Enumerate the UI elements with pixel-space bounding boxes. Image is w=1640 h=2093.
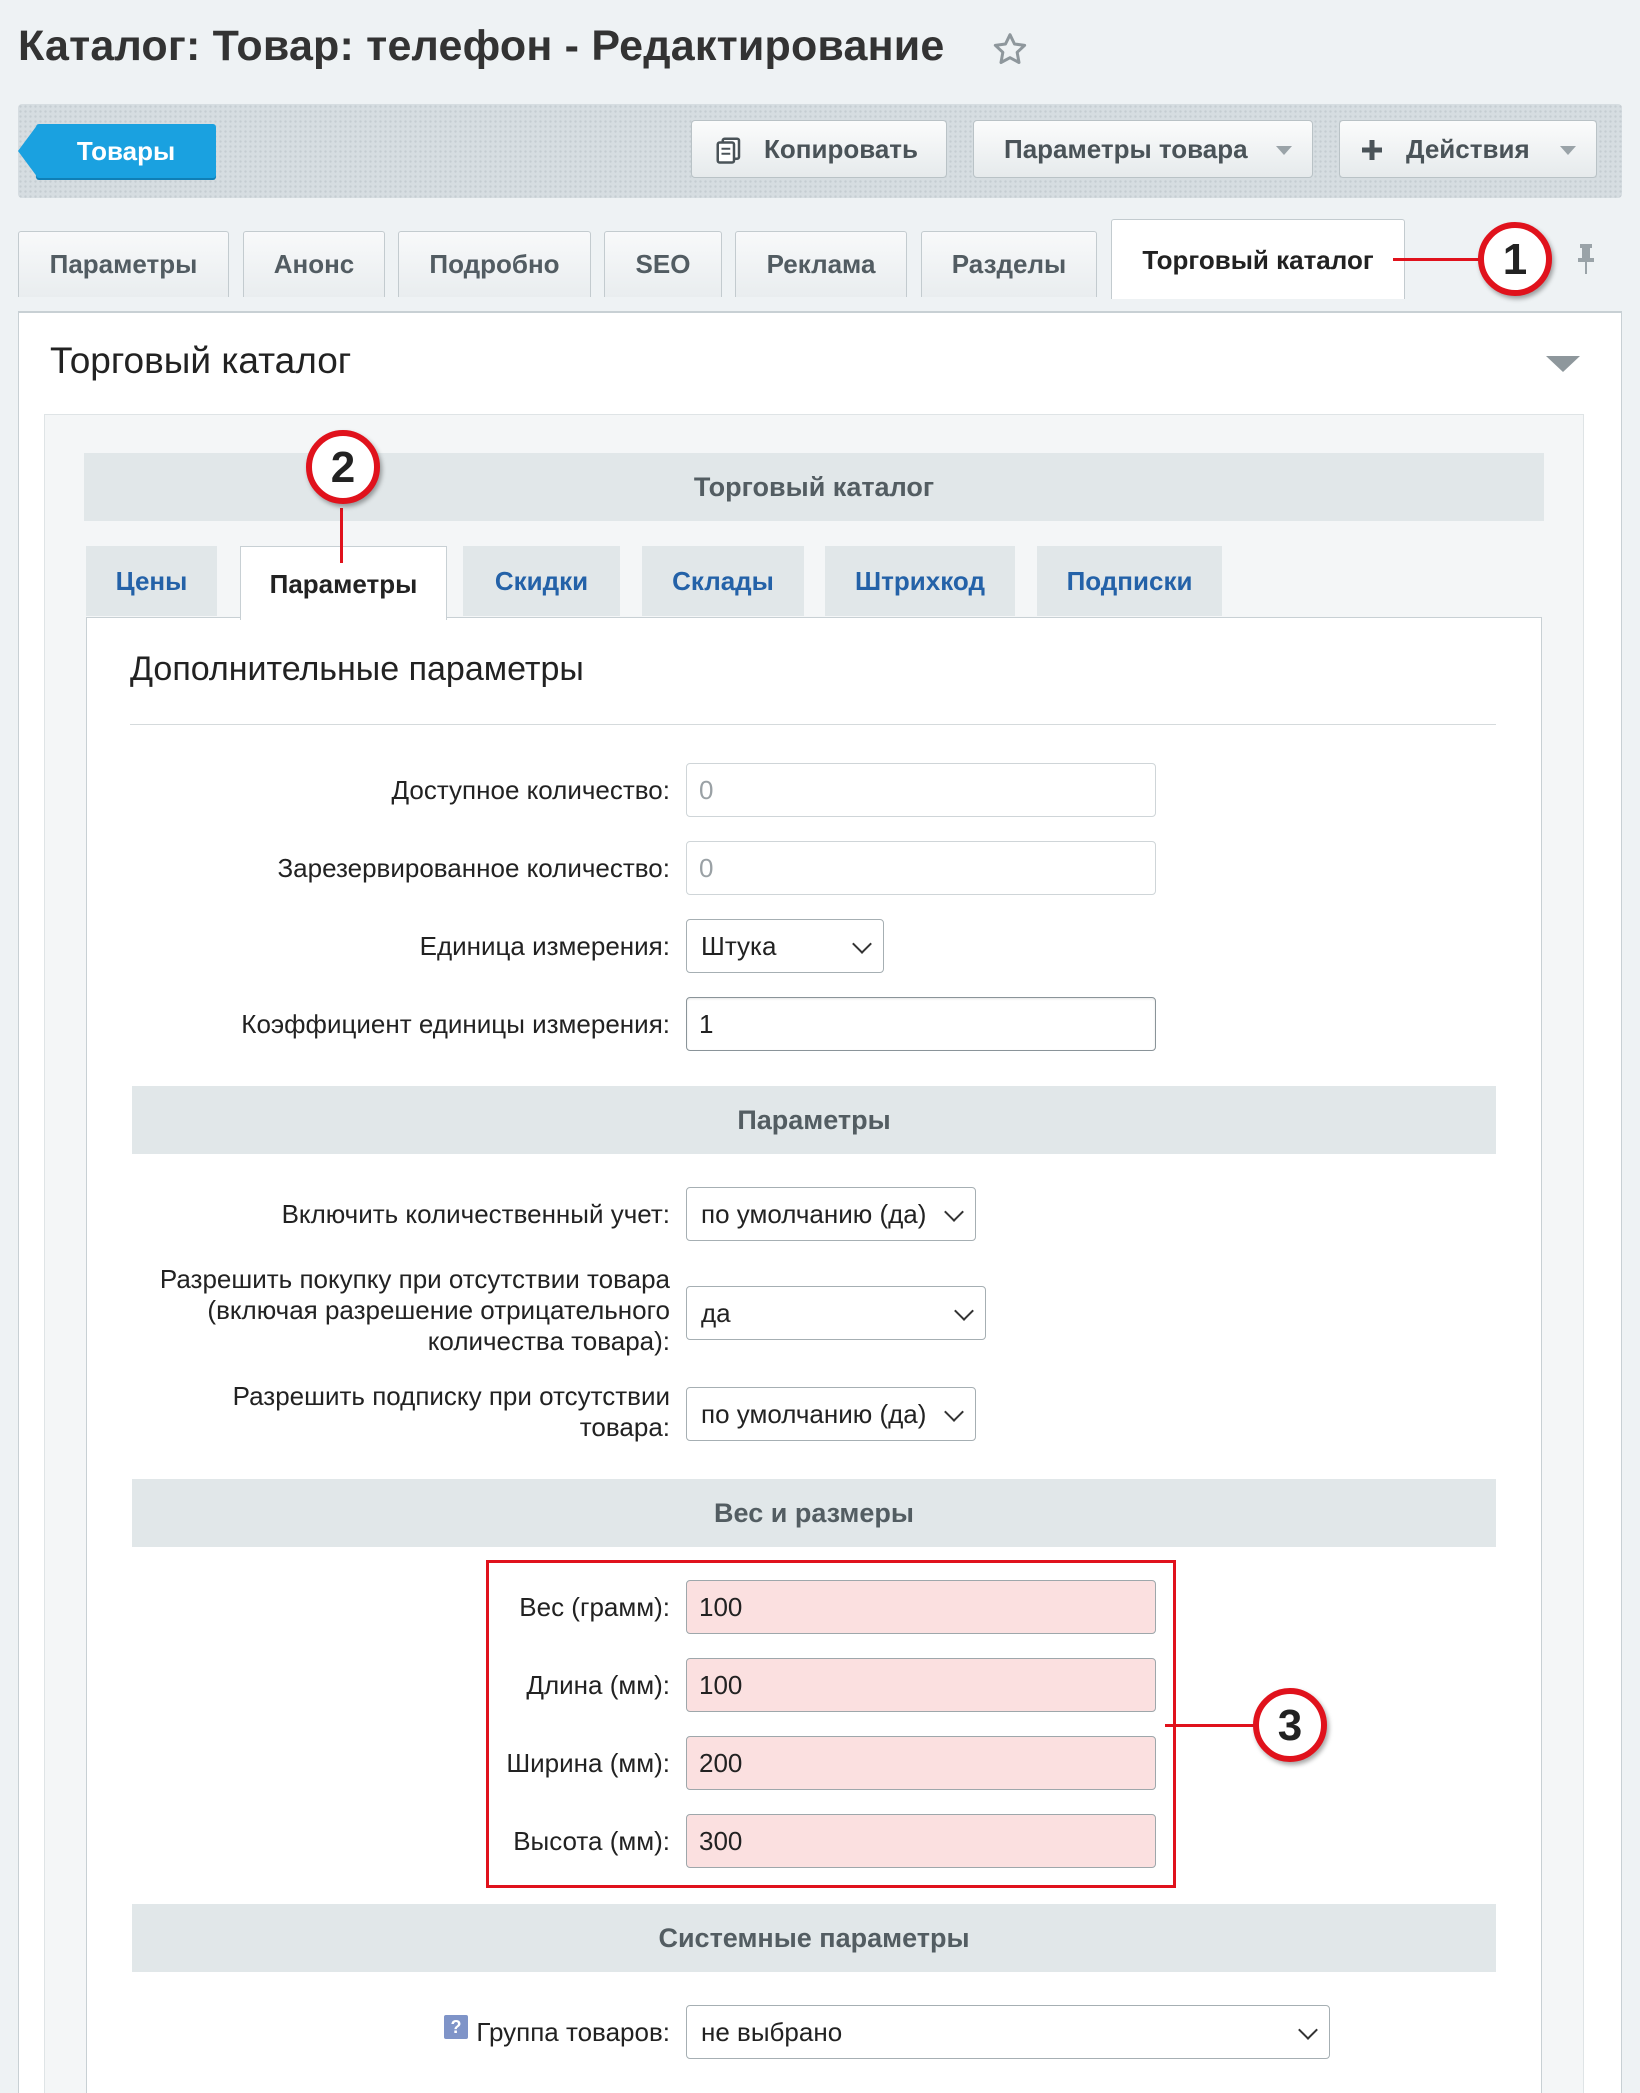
dimensions-section-header: Вес и размеры xyxy=(132,1479,1496,1547)
can-buy-zero-select[interactable] xyxy=(686,1286,986,1340)
subtab-subscriptions[interactable]: Подписки xyxy=(1037,546,1222,616)
quantity-trace-label: Включить количественный учет: xyxy=(281,1199,670,1229)
unit-ratio-label: Коэффициент единицы измерения: xyxy=(241,1009,670,1039)
can-buy-zero-value: да xyxy=(701,1298,731,1328)
chevron-down-icon xyxy=(1560,146,1576,155)
tab-trade-catalog[interactable]: Торговый каталог xyxy=(1111,219,1405,299)
quantity-trace-value: по умолчанию (да) xyxy=(701,1199,927,1229)
subscribe-value: по умолчанию (да) xyxy=(701,1399,927,1429)
tab-details[interactable]: Подробно xyxy=(398,231,591,297)
callout-line xyxy=(1165,1724,1257,1727)
height-input[interactable]: 300 xyxy=(686,1814,1156,1868)
plus-icon xyxy=(1360,138,1384,162)
tab-sections[interactable]: Разделы xyxy=(921,231,1097,297)
annotation-badge-1: 1 xyxy=(1478,222,1552,296)
star-icon[interactable] xyxy=(990,30,1030,70)
length-input[interactable]: 100 xyxy=(686,1658,1156,1712)
divider xyxy=(18,311,1622,313)
chevron-down-icon xyxy=(954,1301,974,1321)
unit-ratio-input[interactable]: 1 xyxy=(686,997,1156,1051)
page-title: Каталог: Товар: телефон - Редактирование xyxy=(18,22,945,70)
subscribe-select[interactable] xyxy=(686,1387,976,1441)
product-group-select[interactable] xyxy=(686,2005,1330,2059)
actions-button[interactable] xyxy=(1339,120,1597,178)
help-icon[interactable]: ? xyxy=(444,2015,468,2039)
height-label: Высота (мм): xyxy=(513,1826,670,1856)
callout-line xyxy=(1393,258,1485,261)
unit-select[interactable] xyxy=(686,919,884,973)
length-label: Длина (мм): xyxy=(526,1670,670,1700)
subscribe-label-line1: Разрешить подписку при отсутствии xyxy=(232,1381,670,1411)
subtab-barcode[interactable]: Штрихкод xyxy=(825,546,1015,616)
back-arrow-icon[interactable] xyxy=(18,124,38,178)
tab-announce[interactable]: Анонс xyxy=(243,231,385,297)
available-qty-input: 0 xyxy=(686,763,1156,817)
chevron-down-icon xyxy=(944,1402,964,1422)
tab-advertising[interactable]: Реклама xyxy=(735,231,907,297)
quantity-trace-select[interactable] xyxy=(686,1187,976,1241)
reserved-qty-label: Зарезервированное количество: xyxy=(277,853,670,883)
divider xyxy=(130,724,1496,725)
tab-parameters[interactable]: Параметры xyxy=(18,231,229,297)
pin-icon[interactable] xyxy=(1576,242,1596,276)
tab-seo[interactable]: SEO xyxy=(604,231,722,297)
available-qty-label: Доступное количество: xyxy=(391,775,670,805)
actions-label: Действия xyxy=(1406,134,1530,164)
subtab-discounts[interactable]: Скидки xyxy=(463,546,620,616)
copy-button-label: Копировать xyxy=(764,134,919,164)
unit-label: Единица измерения: xyxy=(419,931,670,961)
reserved-qty-input: 0 xyxy=(686,841,1156,895)
back-to-products-button[interactable]: Товары xyxy=(36,124,216,178)
product-group-value: не выбрано xyxy=(701,2017,843,2047)
can-buy-zero-label-line2: (включая разрешение отрицательного xyxy=(207,1295,670,1325)
copy-icon xyxy=(714,135,744,165)
subtab-parameters[interactable]: Параметры xyxy=(240,546,447,620)
can-buy-zero-label-line3: количества товара): xyxy=(427,1326,670,1356)
copy-button[interactable] xyxy=(691,120,947,178)
subscribe-label-line2: товара: xyxy=(579,1412,670,1442)
annotation-badge-3: 3 xyxy=(1253,1688,1327,1762)
product-params-button[interactable] xyxy=(973,120,1313,178)
product-group-label: Группа товаров: xyxy=(476,2017,670,2047)
params-section-header: Параметры xyxy=(132,1086,1496,1154)
content-title: Дополнительные параметры xyxy=(130,650,584,688)
product-params-label: Параметры товара xyxy=(1004,134,1248,164)
system-section-header: Системные параметры xyxy=(132,1904,1496,1972)
section-title: Торговый каталог xyxy=(50,340,352,381)
callout-line xyxy=(340,508,343,563)
unit-value: Штука xyxy=(701,931,777,961)
can-buy-zero-label-line1: Разрешить покупку при отсутствии товара xyxy=(159,1264,670,1294)
chevron-down-icon xyxy=(1276,146,1292,155)
collapse-icon[interactable] xyxy=(1546,356,1580,372)
subscribe-label xyxy=(233,1381,670,1443)
width-label: Ширина (мм): xyxy=(506,1748,670,1778)
subtab-prices[interactable]: Цены xyxy=(86,546,217,616)
chevron-down-icon xyxy=(1298,2020,1318,2040)
annotation-badge-2: 2 xyxy=(306,430,380,504)
weight-input[interactable]: 100 xyxy=(686,1580,1156,1634)
weight-label: Вес (грамм): xyxy=(519,1592,670,1622)
subtab-stores[interactable]: Склады xyxy=(642,546,804,616)
chevron-down-icon xyxy=(852,934,872,954)
can-buy-zero-label xyxy=(160,1264,670,1357)
width-input[interactable]: 200 xyxy=(686,1736,1156,1790)
inner-header: Торговый каталог xyxy=(84,453,1544,521)
chevron-down-icon xyxy=(944,1202,964,1222)
